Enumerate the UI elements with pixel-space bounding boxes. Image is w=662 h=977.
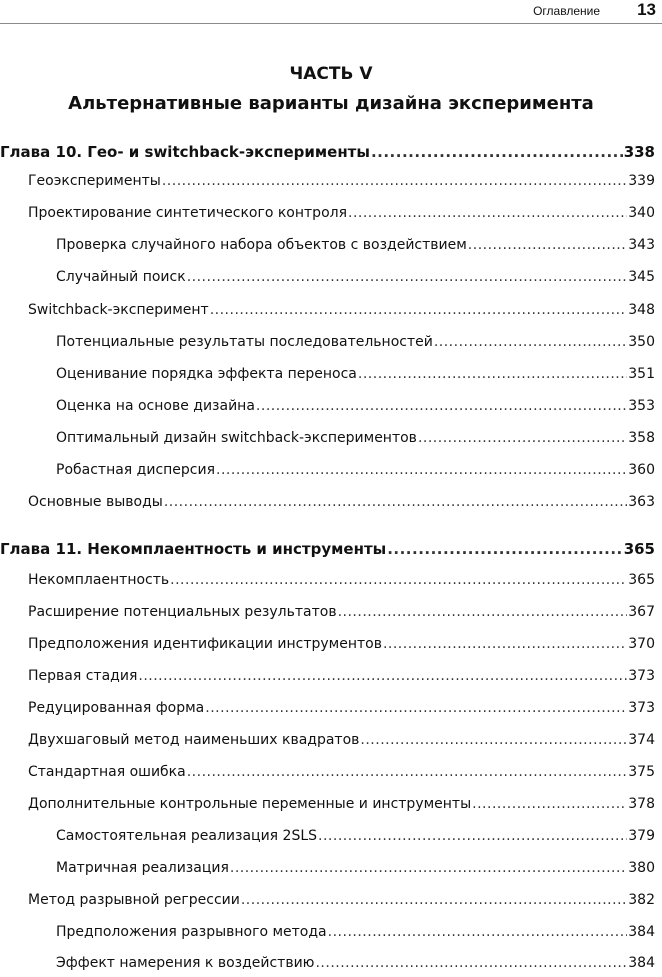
toc-leader-dots [383,636,627,652]
toc-entry-page: 358 [628,430,655,446]
toc-entry[interactable] [28,700,655,716]
toc-leader-dots [348,205,627,221]
toc-leader-dots [216,462,627,478]
toc-leader-dots [170,572,627,588]
toc-entry-page: 378 [628,796,655,812]
toc-entry-title: Switchback-эксперимент [28,302,209,318]
toc-entry[interactable] [28,668,655,684]
toc-entry-title: Дополнительные контрольные переменные и инструменты [28,796,472,812]
toc-entry[interactable] [56,430,655,446]
toc-entry[interactable] [56,828,655,844]
toc-entry-page: 363 [628,494,655,510]
toc-entry-title: Оптимальный дизайн switchback-экспериментов [56,430,417,446]
toc-entry[interactable] [56,398,655,414]
toc-entry-page: 345 [628,269,655,285]
toc-entry-title: Потенциальные результаты последовательностей [56,334,433,350]
toc-entry-page: 382 [628,892,655,908]
toc-entry[interactable] [56,366,655,382]
toc-entry-page: 353 [628,398,655,414]
toc-entry[interactable] [56,924,655,940]
toc-entry-page: 351 [628,366,655,382]
toc-entry-title: Матричная реализация [56,860,229,876]
toc-entry[interactable] [28,302,655,318]
toc-entry-title: Предположения разрывного метода [56,924,327,940]
toc-entry-page: 375 [628,764,655,780]
toc-entry-page: 348 [628,302,655,318]
toc-leader-dots [256,398,627,414]
toc-entry-page: 370 [628,636,655,652]
toc-entry-page: 340 [628,205,655,221]
running-head [0,0,662,24]
toc-entry-title: Случайный поиск [56,269,186,285]
toc-leader-dots [315,955,627,971]
toc-entry-page: 374 [628,732,655,748]
toc-entry-page: 343 [628,237,655,253]
toc-entry-chapter-11[interactable] [0,540,655,558]
toc-entry-chapter-10[interactable] [0,143,655,161]
toc-leader-dots [162,173,627,189]
toc-entry[interactable] [56,269,655,285]
toc-leader-dots [318,828,627,844]
toc-entry-page: 367 [628,604,655,620]
toc-leader-dots [434,334,627,350]
toc-leader-dots [241,892,627,908]
toc-entry-title: Проектирование синтетического контроля [28,205,347,221]
toc-entry-title: Метод разрывной регрессии [28,892,240,908]
toc-leader-dots [210,302,628,318]
toc-entry-title: Глава 11. Некомплаентность и инструменты [0,540,387,558]
part-label: ЧАСТЬ V [289,64,373,84]
toc-entry-page: 365 [623,540,655,558]
toc-entry[interactable] [28,636,655,652]
page-number: 13 [637,0,656,19]
toc-entry-page: 373 [628,668,655,684]
toc-entry[interactable] [56,462,655,478]
toc-entry-page: 380 [628,860,655,876]
toc-entry-title: Редуцированная форма [28,700,205,716]
toc-entry[interactable] [56,237,655,253]
toc-leader-dots [371,143,623,161]
toc-leader-dots [358,366,627,382]
toc-entry-title: Первая стадия [28,668,138,684]
toc-leader-dots [468,237,627,253]
toc-entry[interactable] [56,334,655,350]
toc-entry-title: Проверка случайного набора объектов с воздействием [56,237,467,253]
toc-entry-title: Геоэксперименты [28,173,161,189]
toc-entry-title: Самостоятельная реализация 2SLS [56,828,318,844]
toc-leader-dots [187,764,628,780]
toc-entry[interactable] [56,860,655,876]
toc-entry-title: Основные выводы [28,494,163,510]
toc-leader-dots [328,924,628,940]
running-head-title: Оглавление [533,4,600,18]
toc-entry-page: 360 [628,462,655,478]
toc-entry[interactable] [28,173,655,189]
toc-leader-dots [338,604,628,620]
toc-entry-page: 373 [628,700,655,716]
toc-entry[interactable] [28,604,655,620]
toc-entry[interactable] [28,796,655,812]
toc-entry-title: Предположения идентификации инструментов [28,636,382,652]
toc-leader-dots [360,732,627,748]
toc-entry-page: 365 [628,572,655,588]
toc-leader-dots [387,540,622,558]
toc-leader-dots [472,796,627,812]
toc-entry-title: Робастная дисперсия [56,462,216,478]
toc-leader-dots [164,494,627,510]
toc-entry[interactable] [28,572,655,588]
toc-entry-title: Оценка на основе дизайна [56,398,255,414]
toc-entry-title: Двухшаговый метод наименьших квадратов [28,732,360,748]
toc-entry[interactable] [28,892,655,908]
toc-leader-dots [205,700,627,716]
toc-entry-title: Глава 10. Гео- и switchback-эксперименты [0,143,370,161]
toc-leader-dots [418,430,627,446]
part-title: Альтернативные варианты дизайна эксперимента [68,93,594,114]
toc-leader-dots [230,860,627,876]
toc-entry-title: Некомплаентность [28,572,170,588]
toc-leader-dots [187,269,628,285]
toc-entry-page: 384 [628,924,655,940]
toc-entry-title: Оценивание порядка эффекта переноса [56,366,357,382]
toc-entry-title: Расширение потенциальных результатов [28,604,337,620]
toc-entry[interactable] [28,494,655,510]
toc-entry[interactable] [28,764,655,780]
toc-entry-title: Стандартная ошибка [28,764,186,780]
toc-leader-dots [138,668,627,684]
toc-entry[interactable] [56,955,655,971]
toc-entry-page: 350 [628,334,655,350]
toc-entry-page: 338 [623,143,655,161]
toc-entry-page: 384 [628,955,655,971]
toc-entry-title: Эффект намерения к воздействию [56,955,315,971]
toc-entry[interactable] [28,732,655,748]
toc-entry-page: 379 [628,828,655,844]
toc-entry-page: 339 [628,173,655,189]
toc-entry[interactable] [28,205,655,221]
